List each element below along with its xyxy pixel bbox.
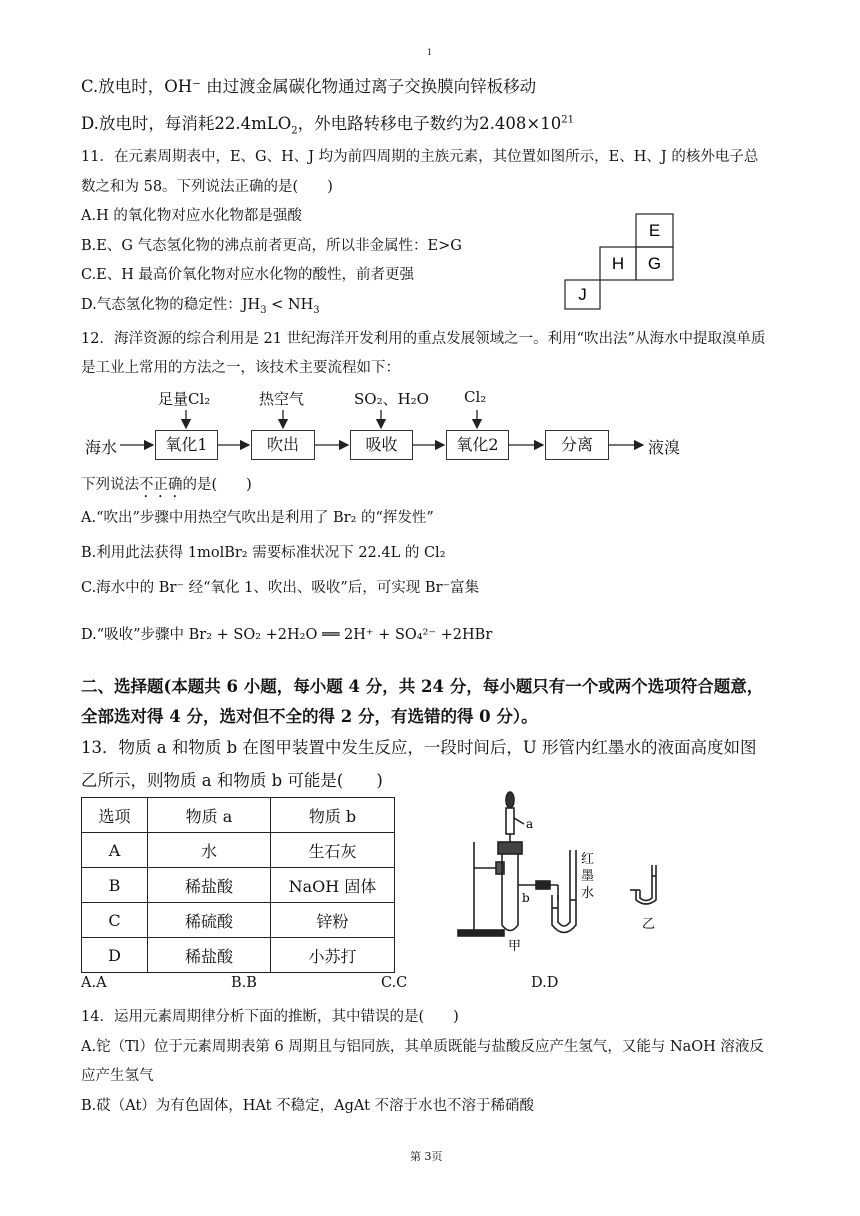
table-cell: B [82,868,148,903]
flow-step-separate: 分离 [545,430,609,460]
q14-option-b: B.砹（At）为有色固体，HAt 不稳定，AgAt 不溶于水也不溶于稀硝酸 [81,1098,535,1114]
q12-option-a: A.“吹出”步骤中用热空气吹出是利用了 Br₂ 的“挥发性” [81,510,434,526]
flow-input-cl2-excess: 足量Cl₂ [158,390,211,408]
flow-input-hot-air: 热空气 [259,390,305,408]
q11-option-b: B.E、G 气态氢化物的沸点前者更高，所以非金属性：E>G [81,238,462,254]
section2-heading-line1: 二、选择题(本题共 6 小题，每小题 4 分，共 24 分，每小题只有一个或两个选项符合题意， [81,677,764,696]
q13-answer-c: C.C [381,975,408,991]
cell-g: G [647,254,662,273]
table-cell: 锌粉 [271,903,395,938]
label-yi: 乙 [642,917,656,932]
svg-text:水: 水 [581,886,595,901]
q13-answer-b: B.B [231,975,257,991]
label-jia: 甲 [508,939,522,954]
periodic-table-fragment [560,210,680,310]
cell-j: J [578,285,587,304]
label-b: b [522,891,530,905]
table-cell: 稀盐酸 [148,938,271,973]
apparatus-figure [440,790,700,965]
q11-stem-line1: 11．在元素周期表中，E、G、H、J 均为前四周期的主族元素，其位置如图所示，E、H、J 的核外电子总 [81,149,759,165]
q10-option-d: D.放电时，每消耗22.4mLO$_2$，外电路转移电子数约为$2.408\times 10^{21}$ [81,114,574,137]
cell-e: E [648,221,661,240]
cell-h: H [611,254,625,273]
q11-stem-line2: 数之和为 58。下列说法正确的是( ) [81,179,333,195]
table-row [82,938,395,973]
flow-step-absorb: 吸收 [350,430,413,460]
flow-step-oxidation2: 氧化2 [446,430,509,460]
flow-input-cl2: Cl₂ [464,388,487,406]
table-header: 选项 [82,798,148,833]
table-cell: 小苏打 [271,938,395,973]
q14-stem: 14．运用元素周期律分析下面的推断，其中错误的是( ) [81,1009,459,1025]
q12-option-b: B.利用此法获得 1molBr₂ 需要标准状况下 22.4L 的 Cl₂ [81,545,446,561]
q11-option-a: A.H 的氧化物对应水化物都是强酸 [81,208,302,224]
flow-start: 海水 [85,438,118,457]
table-row [82,833,395,868]
table-row [82,903,395,938]
table-cell: 水 [148,833,271,868]
flow-arrows [0,400,860,470]
q12-stem-line1: 12．海洋资源的综合利用是 21 世纪海洋开发利用的重点发展领域之一。利用“吹出法”从海水中提取溴单质 [81,331,766,347]
page-footer: 第 3页 [410,1150,443,1163]
table-header-row [82,798,395,833]
table-cell: C [82,903,148,938]
label-a: a [526,817,534,831]
label-ink: 红 [581,852,595,867]
q14-option-a-line2: 应产生氢气 [81,1068,154,1084]
q10-option-c: C.放电时，OH⁻ 由过渡金属碳化物通过离子交换膜向锌板移动 [81,77,537,96]
q11-option-c: C.E、H 最高价氧化物对应水化物的酸性，前者更强 [81,267,415,283]
q12-prompt: 下列说法不正确的是( ) [81,477,252,493]
flow-step-oxidation1: 氧化1 [155,430,218,460]
q13-stem-line1: 13．物质 a 和物质 b 在图甲装置中发生反应，一段时间后，U 形管内红墨水的液面高度如图 [81,738,757,757]
flow-end: 液溴 [648,438,681,457]
table-cell: NaOH 固体 [271,868,395,903]
q12-option-c: C.海水中的 Br⁻ 经“氧化 1、吹出、吸收”后，可实现 Br⁻富集 [81,580,480,596]
flow-step-blowout: 吹出 [251,430,315,460]
table-cell: 稀盐酸 [148,868,271,903]
q11-option-d: D.气态氢化物的稳定性：$JH_3 < NH_3$ [81,297,320,316]
flow-input-so2-h2o: SO₂、H₂O [354,390,429,408]
q13-options-table [81,797,395,973]
table-header: 物质 b [271,798,395,833]
table-cell: 稀硫酸 [148,903,271,938]
q13-answer-a: A.A [81,975,107,991]
q12-stem-line2: 是工业上常用的方法之一，该技术主要流程如下： [81,360,400,376]
section2-heading-line2: 全部选对得 4 分，选对但不全的得 2 分，有选错的得 0 分）。 [81,707,538,726]
q13-answer-d: D.D [531,975,559,991]
q12-option-d: D.“吸收”步骤中 Br₂ + SO₂ +2H₂O ══ 2H⁺ + SO₄²⁻ +2HBr [81,627,493,643]
table-cell: D [82,938,148,973]
table-cell: A [82,833,148,868]
q13-stem-line2: 乙所示，则物质 a 和物质 b 可能是( ) [81,771,383,790]
table-row [82,868,395,903]
header-mark: 1 [427,48,433,57]
svg-text:墨: 墨 [581,869,595,884]
table-header: 物质 a [148,798,271,833]
q14-option-a-line1: A.铊（Tl）位于元素周期表第 6 周期且与铝同族，其单质既能与盐酸反应产生氢气，又能与 NaOH 溶液反 [81,1039,764,1055]
table-cell: 生石灰 [271,833,395,868]
